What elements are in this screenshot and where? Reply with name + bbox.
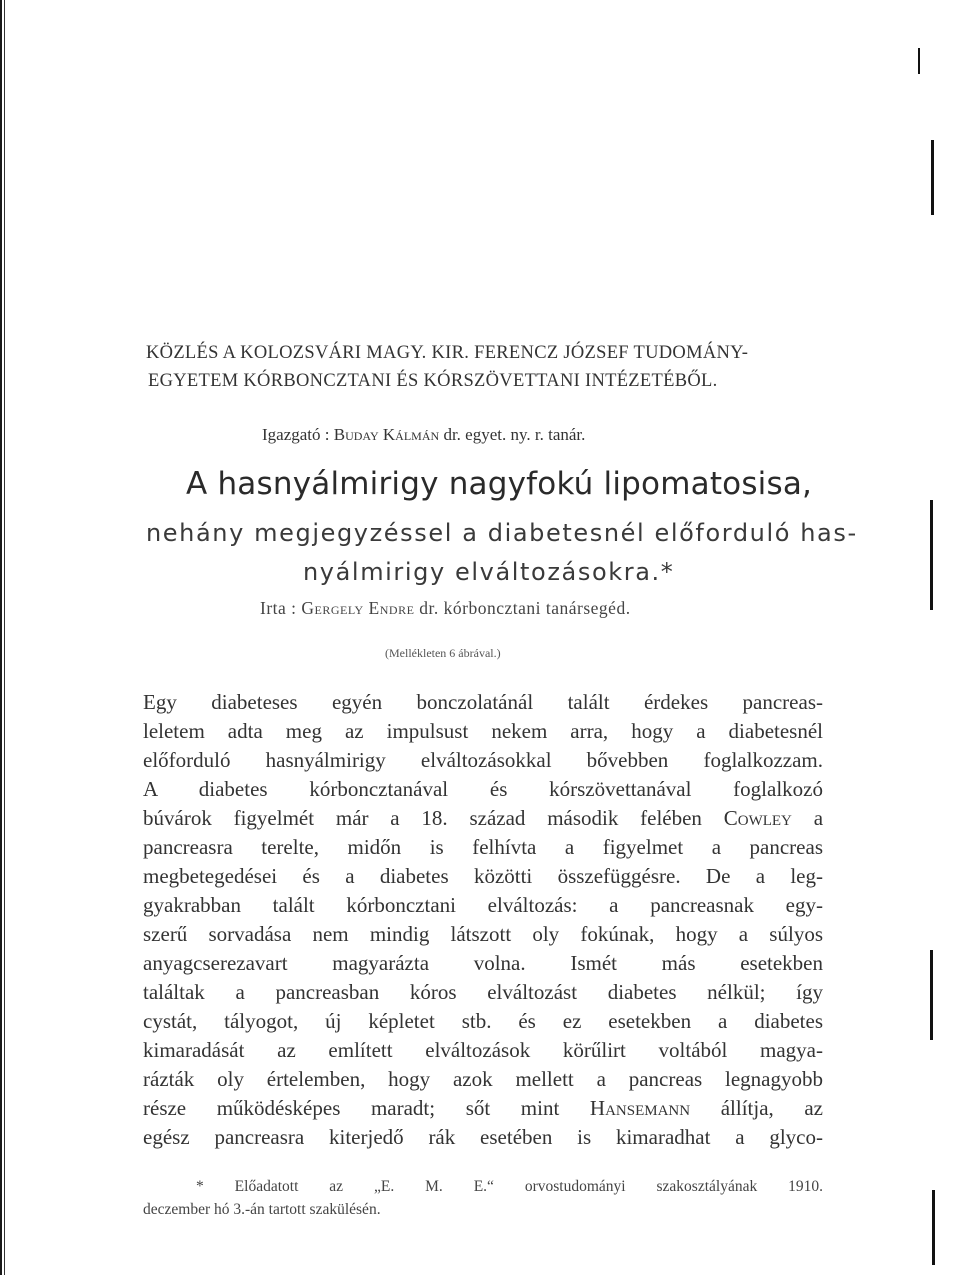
body-line-text: része működésképes maradt; sőt mint — [143, 1096, 560, 1120]
body-line: kimaradását az említett elváltozások körűlirt voltából magya- — [143, 1038, 823, 1062]
footnote — [143, 1175, 823, 1221]
institution-header-line-2: EGYETEM KÓRBONCZTANI ÉS KÓRSZÖVETTANI INTÉZETÉBŐL. — [148, 371, 718, 391]
author-line — [260, 598, 631, 619]
footnote-line-2: deczember hó 3.-án tartott szakülésén. — [143, 1201, 381, 1218]
author-suffix: dr. kórboncztani tanársegéd. — [419, 598, 631, 618]
author-reference-cowley: Cowley — [723, 806, 792, 830]
author-name: Gergely Endre — [301, 598, 415, 618]
attachment-note: (Mellékleten 6 ábrával.) — [385, 646, 501, 660]
body-line: szerű sorvadása nem mindig látszott oly fokúnak, hogy a súlyos — [143, 922, 823, 946]
subtitle-line-1: nehány megjegyzéssel a diabetesnél előforduló has- — [146, 519, 858, 547]
body-line: cystát, tályogot, új képletet stb. és ez esetekben a diabetes — [143, 1009, 823, 1033]
body-line: előforduló hasnyálmirigy elváltozásokkal bővebben foglalkozzam. — [143, 748, 823, 772]
body-line: Egy diabeteses egyén bonczolatánál talált érdekes pancreas- — [143, 690, 823, 714]
body-line: megbetegedései és a diabetes közötti összefüggésre. De a leg- — [143, 864, 823, 888]
author-reference-hansemann: Hansemann — [589, 1096, 691, 1120]
body-line-text: búvárok figyelmét már a 18. század második felében — [143, 806, 702, 830]
author-prefix: Irta : — [260, 598, 297, 618]
body-text — [143, 688, 823, 1152]
body-line: gyakrabban talált kórboncztani elváltozás: a pancreasnak egy- — [143, 893, 823, 917]
body-line: A diabetes kórboncztanával és kórszövettanával foglalkozó — [143, 777, 823, 801]
body-line: leletem adta meg az impulsust nekem arra, hogy a diabetesnél — [143, 719, 823, 743]
director-prefix: Igazgató : — [262, 425, 330, 444]
director-suffix: dr. egyet. ny. r. tanár. — [443, 425, 586, 444]
body-line — [143, 804, 823, 833]
body-line — [143, 1094, 823, 1123]
subtitle-line-2: nyálmirigy elváltozásokra.* — [303, 558, 675, 586]
body-line: pancreasra terelte, midőn is felhívta a figyelmet a pancreas — [143, 835, 823, 859]
institution-header-line-1: KÖZLÉS A KOLOZSVÁRI MAGY. KIR. FERENCZ JÓZSEF TUDOMÁNY- — [146, 343, 749, 363]
body-line: találtak a pancreasban kóros elváltozást diabetes nélkül; így — [143, 980, 823, 1004]
footnote-line-1: * Előadatott az „E. M. E.“ orvostudományi szakosztályának 1910. — [196, 1178, 823, 1195]
body-line-tail: állítja, az — [720, 1096, 824, 1120]
director-name: Buday Kálmán — [333, 425, 440, 444]
director-line — [262, 425, 585, 445]
body-line: anyagcserezavart magyarázta volna. Ismét más esetekben — [143, 951, 823, 975]
body-line: egész pancreasra kiterjedő rák esetében is kimaradhat a glyco- — [143, 1125, 823, 1149]
page-title: A hasnyálmirigy nagyfokú lipomatosisa, — [186, 466, 813, 502]
body-line: rázták oly értelemben, hogy azok mellett a pancreas legnagyobb — [143, 1067, 823, 1091]
body-line-tail: a — [813, 806, 824, 830]
